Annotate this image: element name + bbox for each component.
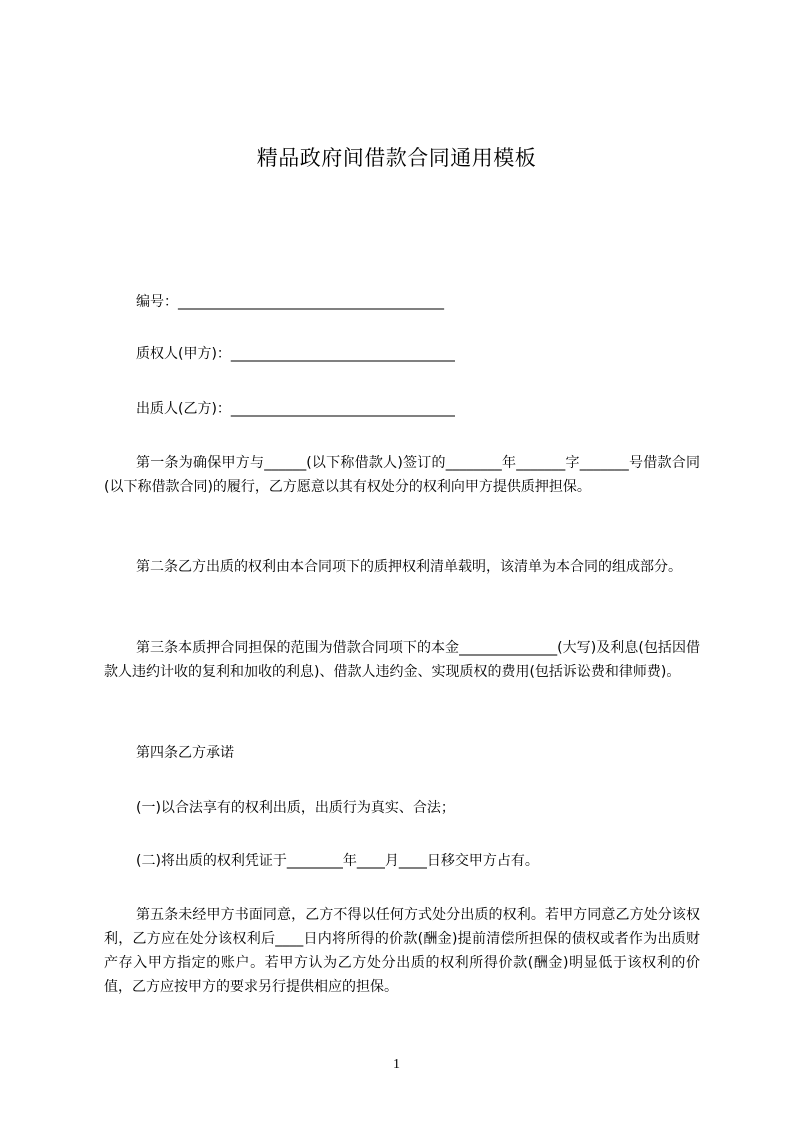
pledgor-field: 出质人(乙方)：________________________________ — [136, 401, 455, 417]
article-5: 第五条未经甲方书面同意，乙方不得以任何方式处分出质的权利。若甲方同意乙方处分该权利，乙方应在处分该权利后____日内将所得的价款(酬金)提前清偿所担保的债权或者作为出质财产存入甲方指定的账户。若甲方认为乙方处分出质的权利所得价款(酬金)明显低于该权利的价值，乙方应按甲方的要求另行提供相应的担保。 — [104, 907, 700, 995]
article-4-item-2: (二)将出质的权利凭证于________年____月____日移交甲方占有。 — [136, 853, 539, 869]
article-2: 第二条乙方出质的权利由本合同项下的质押权利清单载明，该清单为本合同的组成部分。 — [136, 559, 682, 575]
pledgee-field: 质权人(甲方)：________________________________ — [136, 346, 455, 362]
article-4-item-1: (一)以合法享有的权利出质，出质行为真实、合法； — [136, 800, 455, 816]
article-1: 第一条为确保甲方与______(以下称借款人)签订的________年_______字_______号借款合同(以下称借款合同)的履行，乙方愿意以其有权处分的权利向甲方提供质押担保。 — [104, 455, 700, 495]
page-number: 1 — [393, 1057, 400, 1072]
document-title: 精品政府间借款合同通用模板 — [256, 146, 537, 170]
contract-number-field: 编号：______________________________________ — [136, 294, 444, 310]
article-3: 第三条本质押合同担保的范围为借款合同项下的本金______________(大写)及利息(包括因借款人违约计收的复利和加收的利息)、借款人违约金、实现质权的费用(包括诉讼费和律师费)。 — [104, 640, 700, 680]
article-4-title: 第四条乙方承诺 — [136, 745, 234, 761]
